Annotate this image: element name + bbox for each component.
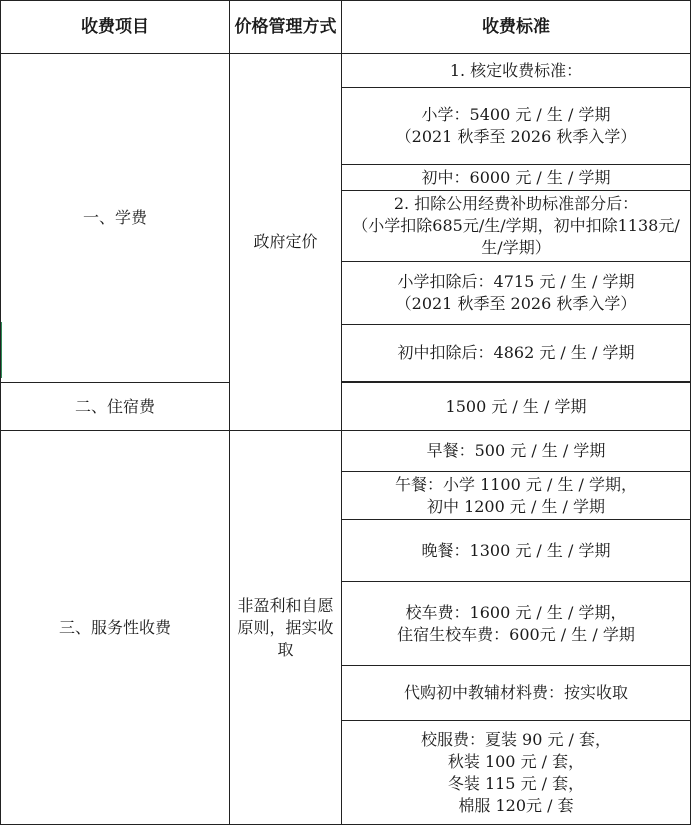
- fee-bus-line1: 校车费：1600 元 / 生 / 学期，: [405, 602, 627, 622]
- tuition-junior: 初中：6000 元 / 生 / 学期: [342, 165, 691, 191]
- fee-breakfast: 早餐：500 元 / 生 / 学期: [342, 431, 691, 472]
- table-row: [1, 431, 691, 472]
- table-row: [1, 54, 691, 88]
- accommodation-standard: 1500 元 / 生 / 学期: [342, 383, 691, 431]
- tuition-primary-after-line2: （2021 秋季至 2026 秋季入学）: [395, 294, 637, 313]
- tuition-heading-approved: 1. 核定收费标准：: [342, 54, 691, 88]
- fee-bus-line2: 住宿生校车费：600元 / 生 / 学期: [397, 624, 635, 644]
- fee-dinner: 晚餐：1300 元 / 生 / 学期: [342, 520, 691, 582]
- tuition-primary-line2: （2021 秋季至 2026 秋季入学）: [395, 127, 637, 146]
- fee-lunch-line2: 初中 1200 元 / 生 / 学期: [426, 496, 606, 516]
- tuition-deduction-line2: （小学扣除685元/生/学期，初中扣除1138元/生/学期）: [352, 216, 680, 257]
- fee-uniform-line3: 冬装 115 元 / 套，: [447, 773, 585, 793]
- tuition-primary: [342, 88, 691, 165]
- fee-uniform-line2: 秋装 100 元 / 套，: [447, 751, 585, 771]
- tuition-heading-deduction: [342, 191, 691, 262]
- fee-lunch: [342, 472, 691, 520]
- tuition-primary-line1: 小学：5400 元 / 生 / 学期: [421, 105, 611, 124]
- item-service: 三、服务性收费: [1, 431, 230, 825]
- fee-uniform: [342, 721, 691, 825]
- fee-uniform-line1: 校服费：夏装 90 元 / 套，: [420, 729, 612, 749]
- header-method: 价格管理方式: [230, 1, 342, 54]
- method-government-pricing: 政府定价: [230, 54, 342, 431]
- tuition-deduction-line1: 2. 扣除公用经费补助标准部分后：: [393, 194, 639, 213]
- tuition-primary-after: [342, 262, 691, 325]
- item-tuition: 一、学费: [1, 54, 230, 383]
- fee-school-bus: [342, 582, 691, 666]
- header-item: 收费项目: [1, 1, 230, 54]
- table-row: [1, 383, 691, 431]
- method-nonprofit-text: 非盈利和自愿原则，据实收取: [237, 595, 334, 659]
- header-row: [1, 1, 691, 54]
- fee-lunch-line1: 午餐：小学 1100 元 / 生 / 学期，: [394, 474, 638, 494]
- tuition-primary-after-line1: 小学扣除后：4715 元 / 生 / 学期: [397, 272, 635, 291]
- fee-uniform-line4: 棉服 120元 / 套: [458, 795, 574, 815]
- item-accommodation: 二、住宿费: [1, 383, 230, 431]
- header-standard: 收费标准: [342, 1, 691, 54]
- tuition-junior-after: 初中扣除后：4862 元 / 生 / 学期: [342, 325, 691, 382]
- fee-materials: 代购初中教辅材料费：按实收取: [342, 666, 691, 721]
- method-nonprofit: [230, 431, 342, 825]
